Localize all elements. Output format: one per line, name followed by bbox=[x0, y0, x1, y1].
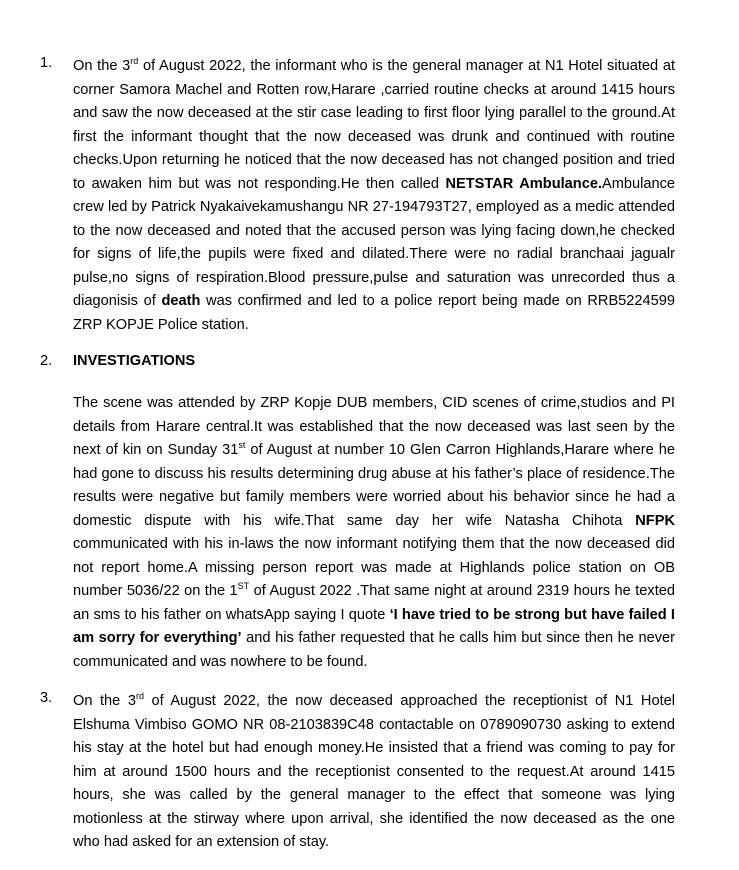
bold-text: death bbox=[161, 293, 201, 309]
item-number: 2. bbox=[40, 353, 53, 369]
text-run: On the 3 bbox=[73, 693, 136, 709]
bold-text: NETSTAR Ambulance. bbox=[445, 175, 602, 192]
text-run: The scene was attended by ZRP Kopje DUB members, CID scenes of crime,studios and PI details from Harare central.It was established that the now deceased was last seen by the next of kin on Sunday 31 bbox=[73, 395, 675, 458]
ordinal-suffix: rd bbox=[135, 691, 144, 702]
text-run: of August 2022, the now deceased approached the receptionist of N1 Hotel Elshuma Vimbiso GOMO NR 08-2103839C48 contactable on 0789090730 asking to extend his stay at the hotel but had enough money.He insisted that a friend was coming to pay for him at around 1500 hours and the receptionist consented to the request.At around 1415 hours, she was called by the general manager to the effect that someone was lying motionless at the stirway where upon arrival, she identified the now deceased as the one who had asked for an extension of stay. bbox=[73, 693, 675, 850]
paragraph-investigations bbox=[73, 392, 675, 674]
text-run: Ambulance crew led by Patrick Nyakaivekamushangu NR 27-194793T27, employed as a medic attended to the now deceased and noted that the accused person was lying facing down,he checked for signs of life,the pupils were fixed and dilated.There were no radial branchaai jagualr pulse,no signs of respiration.Blood pressure,pulse and saturation was unrecorded thus a diagonisis of bbox=[73, 175, 676, 309]
text-run: communicated with his in-laws the now informant notifying them that the now deceased did not report home.A missing person report was made at Highlands police station on OB number 5036/22 on the 1 bbox=[73, 536, 675, 599]
ordinal-suffix: ST bbox=[237, 581, 250, 592]
text-run: was confirmed and led to a police report being made on RRB5224599 ZRP KOPJE Police station. bbox=[73, 293, 675, 333]
text-run: and his father requested that he calls him but since then he never communicated and was nowhere to be found. bbox=[73, 630, 675, 670]
section-heading: INVESTIGATIONS bbox=[73, 353, 196, 369]
ordinal-suffix: st bbox=[238, 440, 246, 451]
paragraph-incident bbox=[73, 55, 675, 337]
item-number: 1. bbox=[40, 55, 53, 71]
text-run: On the 3 bbox=[73, 58, 131, 74]
bold-text: NFPK bbox=[635, 512, 675, 529]
paragraph-receptionist bbox=[73, 690, 675, 855]
ordinal-suffix: rd bbox=[130, 56, 139, 67]
text-run: of August 2022 .That same night at around 2319 hours he texted an sms to his father on whatsApp saying I quote bbox=[73, 583, 675, 623]
text-run: of August at number 10 Glen Carron Highlands,Harare where he had gone to discuss his results determining drug abuse at his father’s place of residence.The results were negative but family members were worried about his behavior since he had a domestic dispute with his wife.That same day her wife Natasha Chihota bbox=[73, 442, 675, 529]
item-number: 3. bbox=[40, 690, 53, 706]
text-run: of August 2022, the informant who is the general manager at N1 Hotel situated at corner Samora Machel and Rotten row,Harare ,carried routine checks at around 1415 hours and saw the now deceased at the stir case leading to first floor lying parallel to the ground.At first the informant thought that the now deceased was drunk and continued with routine checks.Upon returning he noticed that the now deceased has not changed position and tried to awaken him but was not responding.He then called bbox=[73, 58, 676, 192]
bold-text: ‘I have tried to be strong but have failed I am sorry for everything’ bbox=[73, 606, 675, 646]
